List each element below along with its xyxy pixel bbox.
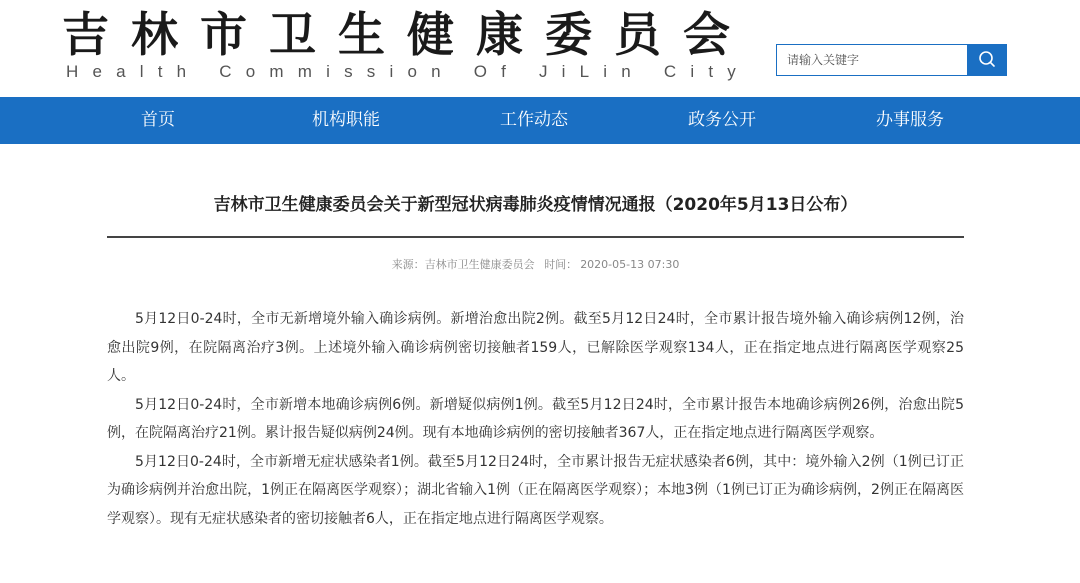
article-paragraph: 5月12日0-24时，全市无新增境外输入确诊病例。新增治愈出院2例。截至5月12日24时，全市累计报告境外输入确诊病例12例，治愈出院9例，在院隔离治疗3例。上述境外输入确诊病例密切接触者159人，已解除医学观察134人，正在指定地点进行隔离医学观察25人。 bbox=[107, 311, 964, 384]
search-icon bbox=[978, 50, 996, 71]
main-nav bbox=[0, 97, 1080, 144]
article-source: 来源：吉林市卫生健康委员会 bbox=[391, 258, 535, 271]
nav-item-functions[interactable]: 机构职能 bbox=[312, 110, 380, 130]
nav-item-home[interactable]: 首页 bbox=[141, 110, 175, 130]
site-header bbox=[0, 0, 1080, 97]
search-box bbox=[776, 44, 1007, 76]
search-input[interactable] bbox=[777, 45, 967, 75]
nav-item-news[interactable]: 工作动态 bbox=[500, 110, 568, 130]
nav-item-services[interactable]: 办事服务 bbox=[876, 110, 944, 130]
site-title: 吉林市卫生健康委员会 bbox=[62, 8, 752, 63]
nav-item-government-affairs[interactable]: 政务公开 bbox=[688, 110, 756, 130]
search-button[interactable] bbox=[967, 44, 1007, 76]
article-paragraph: 5月12日0-24时，全市新增本地确诊病例6例。新增疑似病例1例。截至5月12日24时，全市累计报告本地确诊病例26例，治愈出院5例，在院隔离治疗21例。累计报告疑似病例24例。现有本地确诊病例的密切接触者367人，正在指定地点进行隔离医学观察。 bbox=[107, 396, 964, 441]
article bbox=[107, 144, 964, 533]
article-paragraph: 5月12日0-24时，全市新增无症状感染者1例。截至5月12日24时，全市累计报告无症状感染者6例，其中：境外输入2例（1例已订正为确诊病例并治愈出院，1例正在隔离医学观察）；湖北省输入1例（正在隔离医学观察）；本地3例（1例已订正为确诊病例，2例正在隔离医学观察）。现有无症状感染者的密切接触者6人，正在指定地点进行隔离医学观察。 bbox=[107, 453, 964, 527]
site-subtitle: Health Commission Of JiLin City bbox=[66, 62, 750, 81]
title-divider bbox=[107, 236, 964, 238]
article-title: 吉林市卫生健康委员会关于新型冠状病毒肺炎疫情情况通报（2020年5月13日公布） bbox=[213, 195, 858, 215]
article-time-label: 时间： bbox=[544, 258, 578, 271]
article-meta bbox=[107, 255, 964, 275]
article-time: 2020-05-13 07:30 bbox=[580, 258, 680, 271]
article-body bbox=[107, 305, 964, 533]
